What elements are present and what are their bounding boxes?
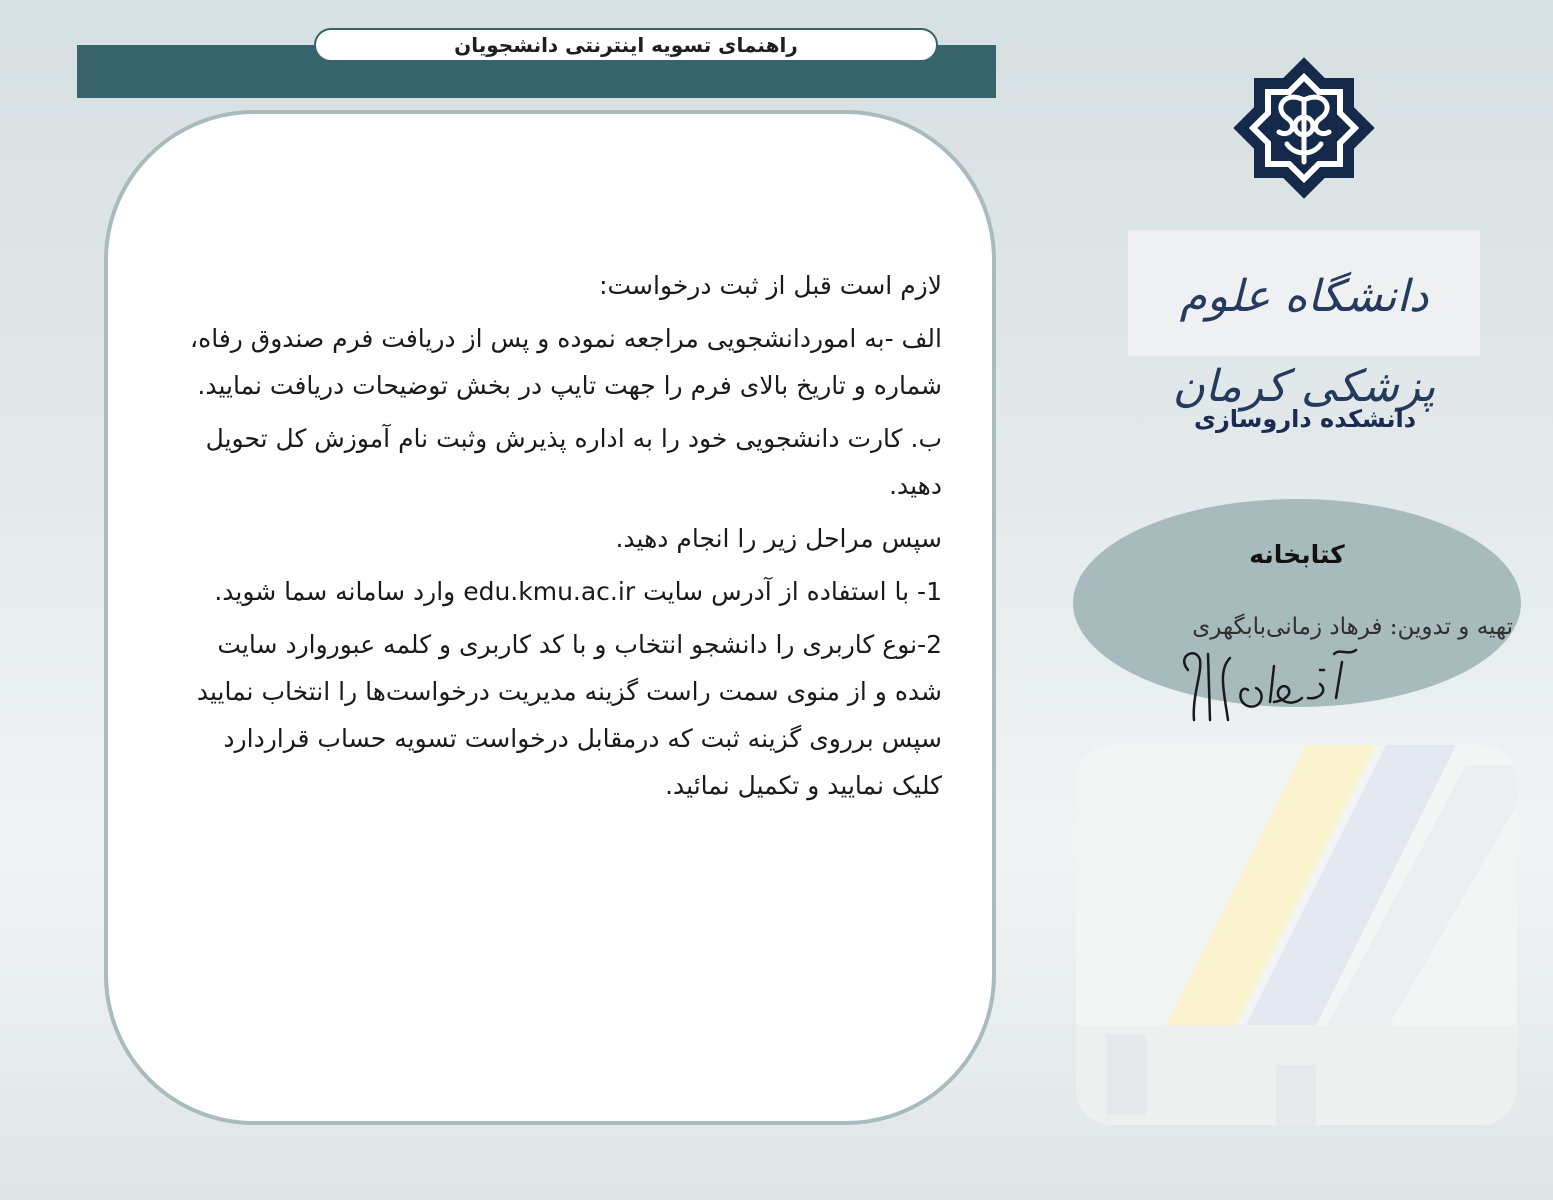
faculty-name: دانشکده داروسازی [1193,405,1417,433]
faded-photo [1076,745,1517,1125]
site-url: edu.kmu.ac.ir [463,577,636,606]
university-emblem-icon [1207,30,1401,226]
intro-paragraph: لازم است قبل از ثبت درخواست: [599,271,942,300]
page-title: راهنمای تسویه اینترنتی دانشجویان [314,28,938,62]
step1-prefix: 1- با استفاده از آدرس سایت [643,577,942,606]
handwritten-date [1170,640,1380,732]
instructions-text [170,262,942,815]
author-credit: تهیه و تدوین: فرهاد زمانی‌بابگهری [1192,614,1513,640]
item-b-paragraph: ب. کارت دانشجویی خود را به اداره پذیرش وثبت نام آموزش کل تحویل دهید. [205,424,942,500]
step1-suffix: وارد سامانه سما شوید. [214,577,464,606]
university-name: دانشگاه علوم پزشکی کرمان [1172,271,1436,412]
then-paragraph: سپس مراحل زیر را انجام دهید. [615,524,942,553]
step2-paragraph: 2-نوع کاربری را دانشجو انتخاب و با کد کاربری و کلمه عبوروارد سایت شده و از منوی سمت راست گزینه مدیریت درخواست‌ها را انتخاب نمایید سپس برروی گزینه ثبت که درمقابل درخواست تسویه حساب قراردارد کلیک نمایید و تکمیل نمائید. [196,630,942,800]
item-a-paragraph: الف -به اموردانشجویی مراجعه نموده و پس از دریافت فرم صندوق رفاه، شماره و تاریخ بالای فرم را جهت تایپ در بخش توضیحات دریافت نمایید. [190,324,942,400]
step1-paragraph [170,568,942,615]
library-title: کتابخانه [1249,540,1345,569]
